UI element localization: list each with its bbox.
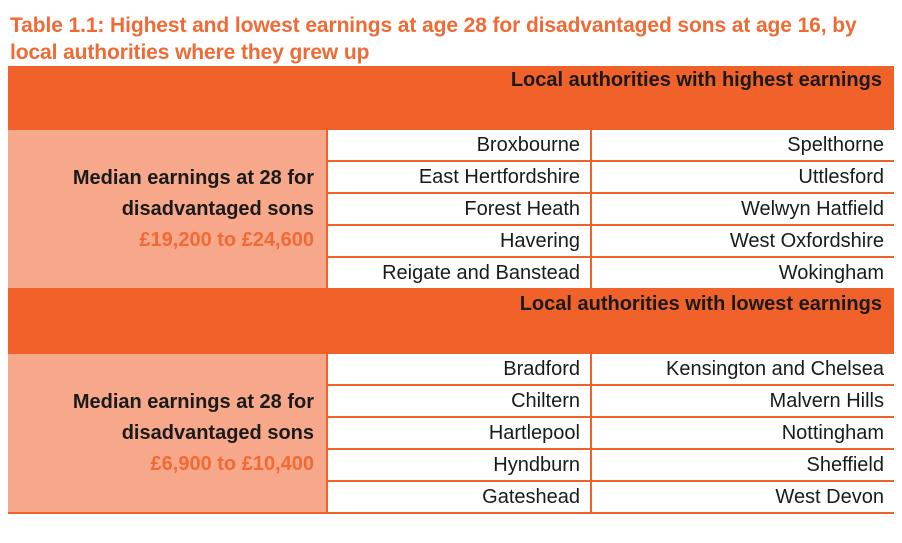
table-cell: Gateshead: [328, 482, 592, 512]
row-label-line: Median earnings at 28 for: [72, 390, 314, 413]
table-cell: Havering: [328, 226, 592, 256]
section-header-highest: [8, 66, 894, 130]
table-cell: West Oxfordshire: [729, 229, 884, 252]
earnings-table: [8, 66, 894, 514]
section-header-label: Local authorities with lowest earnings: [519, 293, 882, 315]
table-row: [328, 418, 894, 450]
section-header-lowest: [8, 290, 894, 354]
row-label-cell: [8, 130, 326, 290]
table-row: [328, 482, 894, 514]
section-body-lowest: [8, 354, 894, 514]
table-cell: East Hertfordshire: [328, 162, 592, 192]
table-cell: Reigate and Banstead: [328, 258, 592, 288]
row-label-line: Median earnings at 28 for: [72, 166, 314, 189]
earnings-range: £19,200 to £24,600: [139, 228, 314, 251]
table-cell: Sheffield: [806, 453, 884, 476]
section-header-label: Local authorities with highest earnings: [510, 69, 882, 91]
table-row: [328, 162, 894, 194]
table-cell: Malvern Hills: [769, 389, 884, 412]
table-cell: Broxbourne: [328, 130, 592, 160]
table-row: [328, 258, 894, 290]
table-cell: Forest Heath: [328, 194, 592, 224]
table-row: [328, 194, 894, 226]
table-cell: West Devon: [775, 485, 884, 508]
section-body-highest: [8, 130, 894, 290]
table-cell: Hyndburn: [328, 450, 592, 480]
table-cell: Chiltern: [328, 386, 592, 416]
table-caption: Table 1.1: Highest and lowest earnings at age 28 for disadvantaged sons at age 16, by local authorities where they grew up: [10, 14, 857, 64]
row-label-line: disadvantaged sons: [121, 421, 314, 444]
table-row: [328, 226, 894, 258]
table-row: [328, 130, 894, 162]
row-label-line: disadvantaged sons: [121, 197, 314, 220]
table-cell: Nottingham: [781, 421, 884, 444]
table-row: [328, 386, 894, 418]
table-cell: Spelthorne: [787, 133, 884, 156]
table-cell: Kensington and Chelsea: [666, 357, 884, 380]
authority-grid: [326, 354, 894, 514]
row-label-cell: [8, 354, 326, 514]
table-row: [328, 354, 894, 386]
table-cell: Welwyn Hatfield: [740, 197, 884, 220]
authority-grid: [326, 130, 894, 290]
table-cell: Uttlesford: [798, 165, 884, 188]
earnings-range: £6,900 to £10,400: [150, 452, 314, 475]
table-cell: Hartlepool: [328, 418, 592, 448]
table-row: [328, 450, 894, 482]
table-cell: Wokingham: [778, 261, 884, 284]
table-cell: Bradford: [328, 354, 592, 384]
